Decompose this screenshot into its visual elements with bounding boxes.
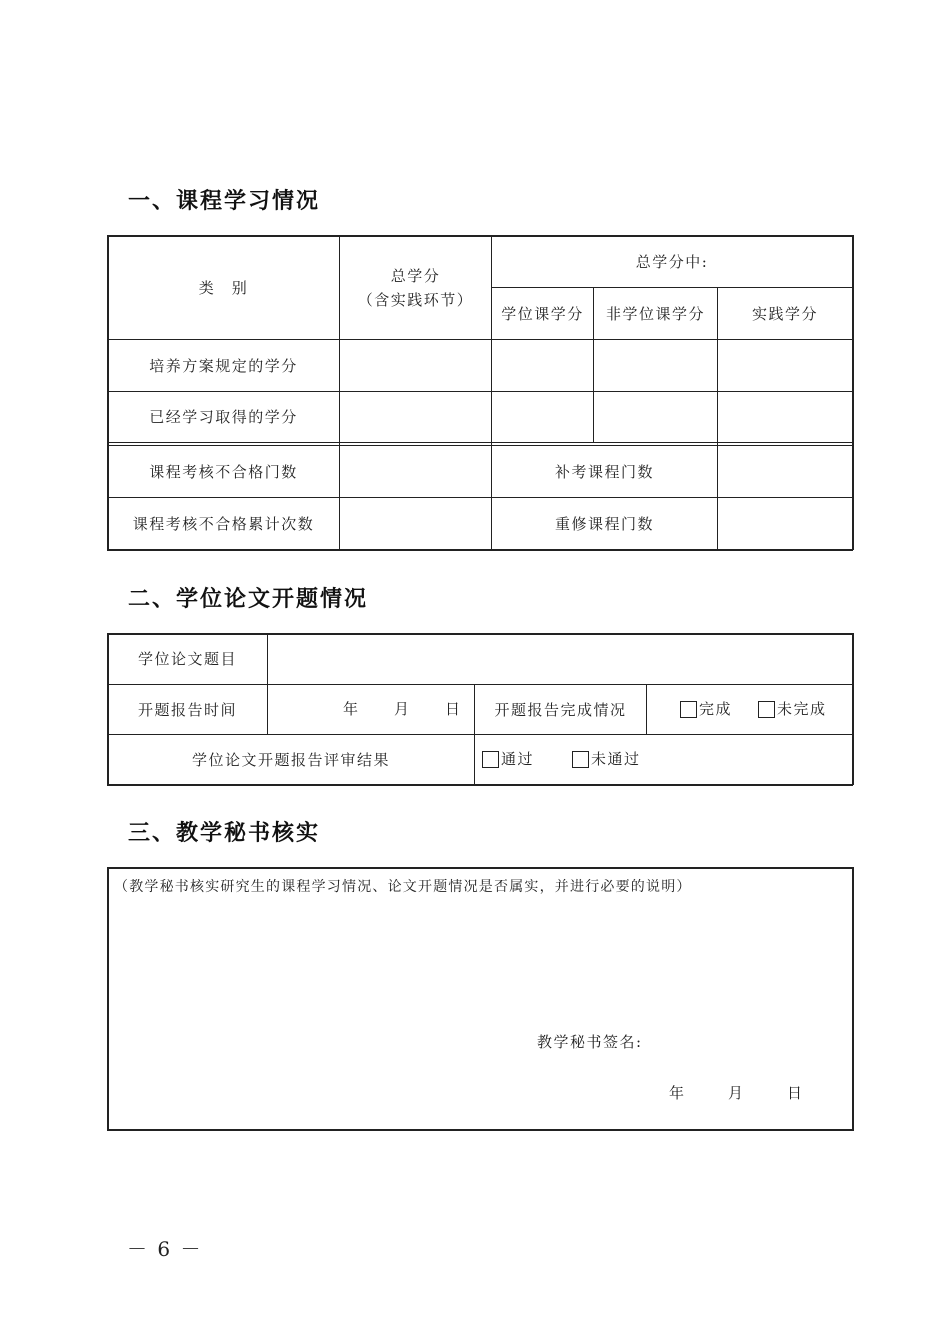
failed-times-field[interactable] xyxy=(340,498,491,549)
row-makeup-exam-label: 补考课程门数 xyxy=(554,462,654,481)
date-day: 日 xyxy=(445,700,461,718)
section1-title: 一、课程学习情况 xyxy=(128,189,321,214)
date-month: 月 xyxy=(394,700,410,718)
review-option-pass[interactable]: 通过 xyxy=(482,750,534,768)
completion-option-done[interactable]: 完成 xyxy=(680,700,732,718)
earned-degree-credits-field[interactable] xyxy=(492,392,593,442)
verification-instruction: （教学秘书核实研究生的课程学习情况、论文开题情况是否属实，并进行必要的说明） xyxy=(114,879,692,895)
makeup-exam-field[interactable] xyxy=(718,446,852,497)
completion-option-not-done[interactable]: 未完成 xyxy=(758,700,827,718)
row-retake-courses-label: 重修课程门数 xyxy=(554,514,654,533)
earned-nondegree-credits-field[interactable] xyxy=(594,392,717,442)
header-total-credits xyxy=(340,236,491,339)
header-category: 类 别 xyxy=(198,278,249,297)
sign-date-month: 月 xyxy=(728,1084,744,1102)
page-number: － 6 － xyxy=(127,1237,203,1261)
sign-date-day: 日 xyxy=(787,1084,803,1102)
failed-courses-field[interactable] xyxy=(340,446,491,497)
header-total-line2: （含实践环节） xyxy=(357,290,474,309)
thesis-title-label: 学位论文题目 xyxy=(137,650,237,668)
checkbox-icon[interactable] xyxy=(572,751,589,768)
review-option-fail[interactable]: 未通过 xyxy=(572,750,641,768)
signature-label: 教学秘书签名: xyxy=(537,1033,643,1051)
checkbox-icon[interactable] xyxy=(680,701,697,718)
section3-title: 三、教学秘书核实 xyxy=(128,821,321,846)
required-practice-credits-field[interactable] xyxy=(718,340,852,391)
review-result-label: 学位论文开题报告评审结果 xyxy=(191,750,390,769)
completion-label: 开题报告完成情况 xyxy=(494,700,627,719)
header-total-line1: 总学分 xyxy=(390,266,441,285)
required-nondegree-credits-field[interactable] xyxy=(594,340,717,391)
earned-practice-credits-field[interactable] xyxy=(718,392,852,442)
header-degree-credits: 学位课学分 xyxy=(501,304,584,323)
header-nondegree-credits: 非学位课学分 xyxy=(605,304,705,323)
checkbox-icon[interactable] xyxy=(758,701,775,718)
header-practice-credits: 实践学分 xyxy=(751,304,818,323)
retake-courses-field[interactable] xyxy=(718,498,852,549)
earned-total-credits-field[interactable] xyxy=(340,392,491,442)
row-failed-courses-label: 课程考核不合格门数 xyxy=(149,462,298,481)
required-degree-credits-field[interactable] xyxy=(492,340,593,391)
report-time-label: 开题报告时间 xyxy=(137,700,237,719)
completion-options xyxy=(680,698,827,719)
checkbox-icon[interactable] xyxy=(482,751,499,768)
sign-date-year: 年 xyxy=(669,1084,685,1102)
section2-title: 二、学位论文开题情况 xyxy=(128,587,369,612)
header-among: 总学分中: xyxy=(635,252,709,271)
review-options xyxy=(482,748,641,769)
required-total-credits-field[interactable] xyxy=(340,340,491,391)
row-earned-credits-label: 已经学习取得的学分 xyxy=(149,408,298,426)
row-required-credits-label: 培养方案规定的学分 xyxy=(149,356,298,375)
row-failed-times-label: 课程考核不合格累计次数 xyxy=(132,514,315,533)
date-year: 年 xyxy=(343,700,359,718)
thesis-title-field[interactable] xyxy=(268,634,852,684)
report-date-field[interactable] xyxy=(268,685,474,734)
